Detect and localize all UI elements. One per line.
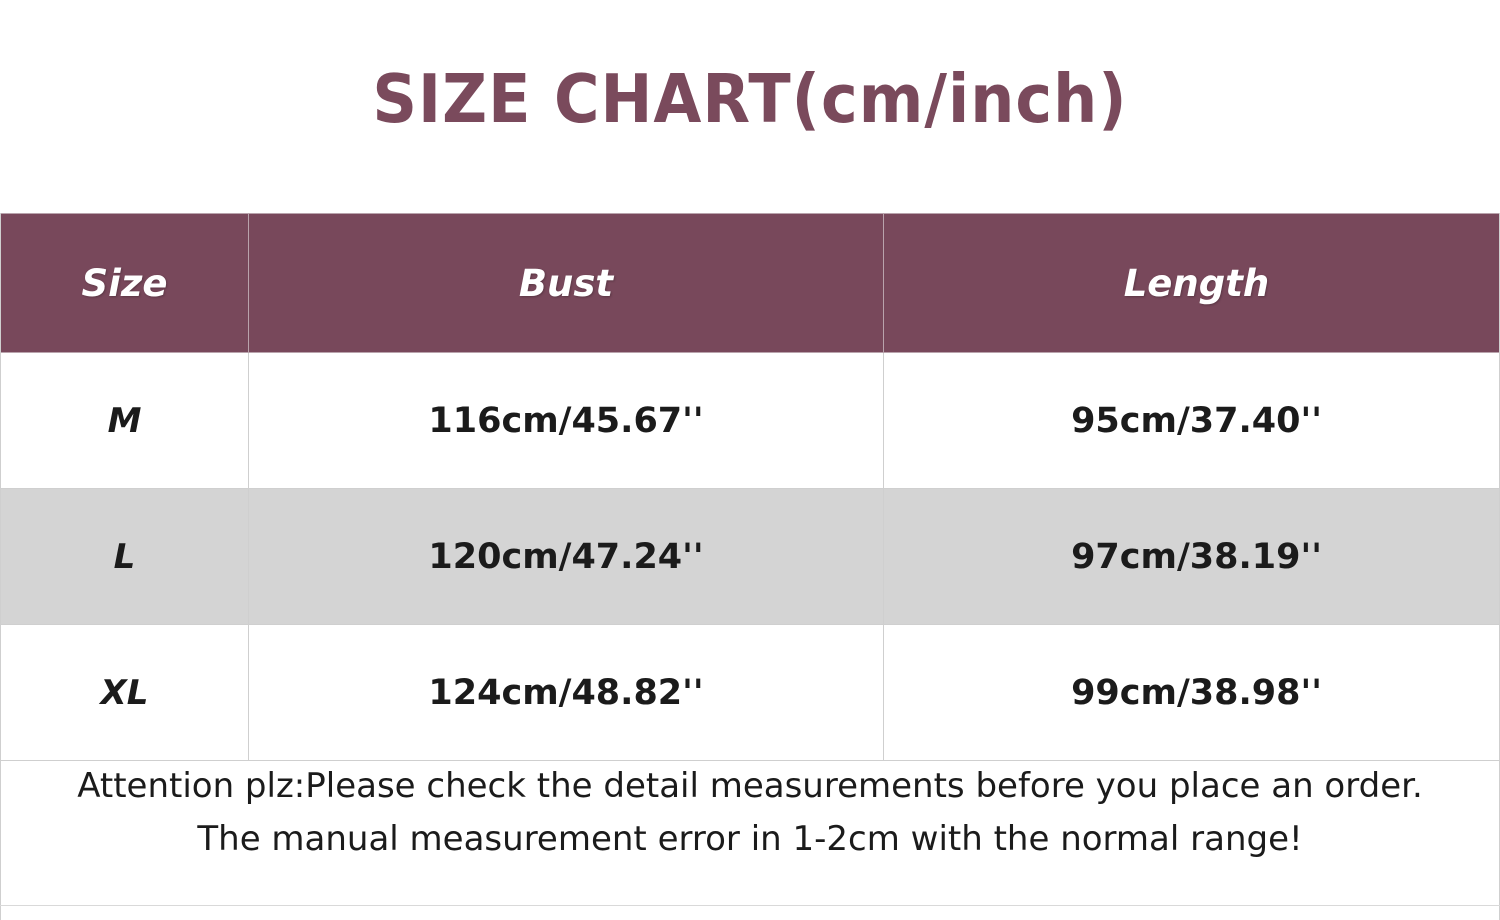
cell-size-l: L bbox=[1, 489, 249, 625]
column-header-length: Length bbox=[884, 214, 1500, 353]
cell-length-xl: 99cm/38.98'' bbox=[884, 625, 1500, 761]
attention-note-line2: The manual measurement error in 1-2cm with the normal range! bbox=[197, 818, 1303, 859]
cell-bust-m: 116cm/45.67'' bbox=[249, 353, 884, 489]
cell-length-l: 97cm/38.19'' bbox=[884, 489, 1500, 625]
cell-bust-l: 120cm/47.24'' bbox=[249, 489, 884, 625]
table-row bbox=[1, 625, 1500, 761]
column-header-size: Size bbox=[1, 214, 249, 353]
cell-bust-xl: 124cm/48.82'' bbox=[249, 625, 884, 761]
bottom-border-rule bbox=[0, 905, 1500, 906]
page-title: SIZE CHART(cm/inch) bbox=[372, 59, 1128, 139]
cell-length-m: 95cm/37.40'' bbox=[884, 353, 1500, 489]
attention-note bbox=[0, 760, 1500, 865]
column-header-bust: Bust bbox=[249, 214, 884, 353]
size-chart-table bbox=[0, 213, 1500, 761]
cell-size-xl: XL bbox=[1, 625, 249, 761]
table-header bbox=[1, 214, 1500, 353]
table-row bbox=[1, 353, 1500, 489]
left-border-rule bbox=[0, 213, 1, 920]
cell-size-m: M bbox=[1, 353, 249, 489]
attention-note-line1: Attention plz:Please check the detail measurements before you place an order. bbox=[77, 766, 1423, 806]
table-body bbox=[1, 353, 1500, 761]
table-row bbox=[1, 489, 1500, 625]
table-header-row bbox=[1, 214, 1500, 353]
size-chart-table-wrap bbox=[0, 213, 1500, 761]
